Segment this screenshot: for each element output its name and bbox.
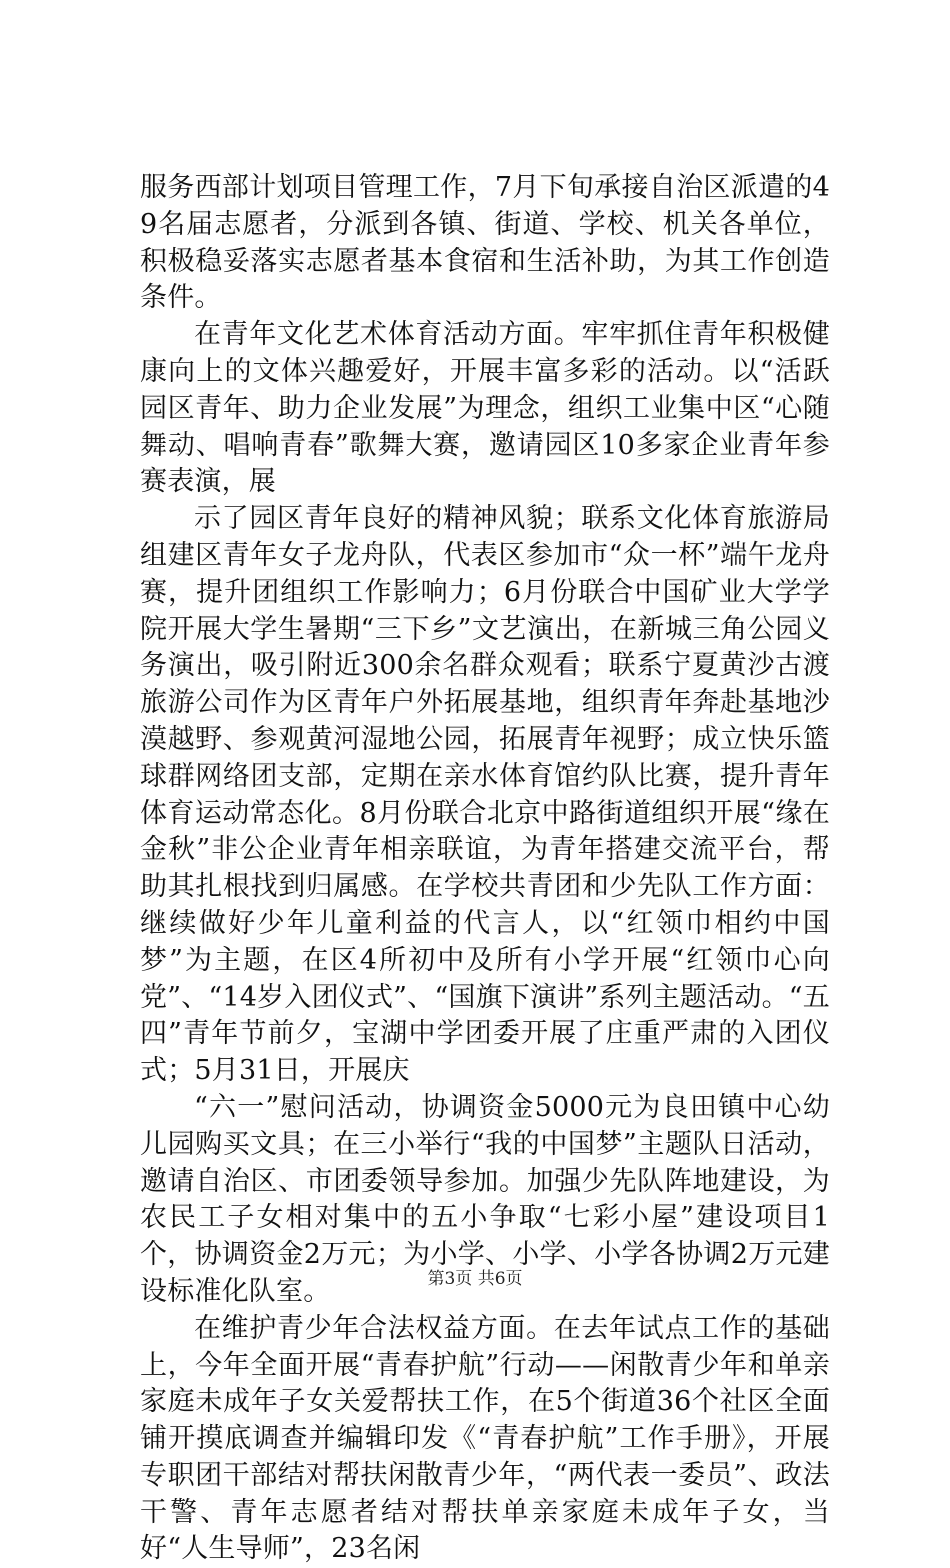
document-body [140,170,830,1568]
paragraph-1: 服务西部计划项目管理工作，7月下旬承接自治区派遣的49名届志愿者，分派到各镇、街道、学校、机关各单位，积极稳妥落实志愿者基本食宿和生活补助，为其工作创造条件。 [140,172,830,314]
page-footer: 第3页 共6页 [427,1269,523,1289]
paragraph-3: 示了园区青年良好的精神风貌；联系文化体育旅游局组建区青年女子龙舟队，代表区参加市“众一杯”端午龙舟赛，提升团组织工作影响力；6月份联合中国矿业大学学院开展大学生暑期“三下乡”文艺演出，在新城三角公园义务演出，吸引附近300余名群众观看；联系宁夏黄沙古渡旅游公司作为区青年户外拓展基地，组织青年奔赴基地沙漠越野、参观黄河湿地公园，拓展青年视野；成立快乐篮球群网络团支部，定期在亲水体育馆约队比赛，提升青年体育运动常态化。8月份联合北京中路街道组织开展“缘在金秋”非公企业青年相亲联谊，为青年搭建交流平台，帮助其扎根找到归属感。在学校共青团和少先队工作方面：继续做好少年儿童利益的代言人，以“红领巾相约中国梦”为主题，在区4所初中及所有小学开展“红领巾心向党”、“14岁入团仪式”、“国旗下演讲”系列主题活动。“五四”青年节前夕，宝湖中学团委开展了庄重严肃的入团仪式；5月31日，开展庆 [140,503,830,1087]
paragraph-5: 在维护青少年合法权益方面。在去年试点工作的基础上，今年全面开展“青春护航”行动——闲散青少年和单亲家庭未成年子女关爱帮扶工作，在5个街道36个社区全面铺开摸底调查并编辑印发《“青春护航”工作手册》，开展专职团干部结对帮扶闲散青少年，“两代表一委员”、政法干警、青年志愿者结对帮扶单亲家庭未成年子女，当好“人生导师”，23名闲 [140,1312,830,1565]
paragraph-4: “六一”慰问活动，协调资金5000元为良田镇中心幼儿园购买文具；在三小举行“我的中国梦”主题队日活动，邀请自治区、市团委领导参加。加强少先队阵地建设，为农民工子女相对集中的五小争取“七彩小屋”建设项目1个，协调资金2万元；为小学、小学、小学各协调2万元建设标准化队室。 [140,1091,830,1307]
paragraph-2: 在青年文化艺术体育活动方面。牢牢抓住青年积极健康向上的文体兴趣爱好，开展丰富多彩的活动。以“活跃园区青年、助力企业发展”为理念，组织工业集中区“心随舞动、唱响青春”歌舞大赛，邀请园区10多家企业青年参赛表演，展 [140,319,830,498]
